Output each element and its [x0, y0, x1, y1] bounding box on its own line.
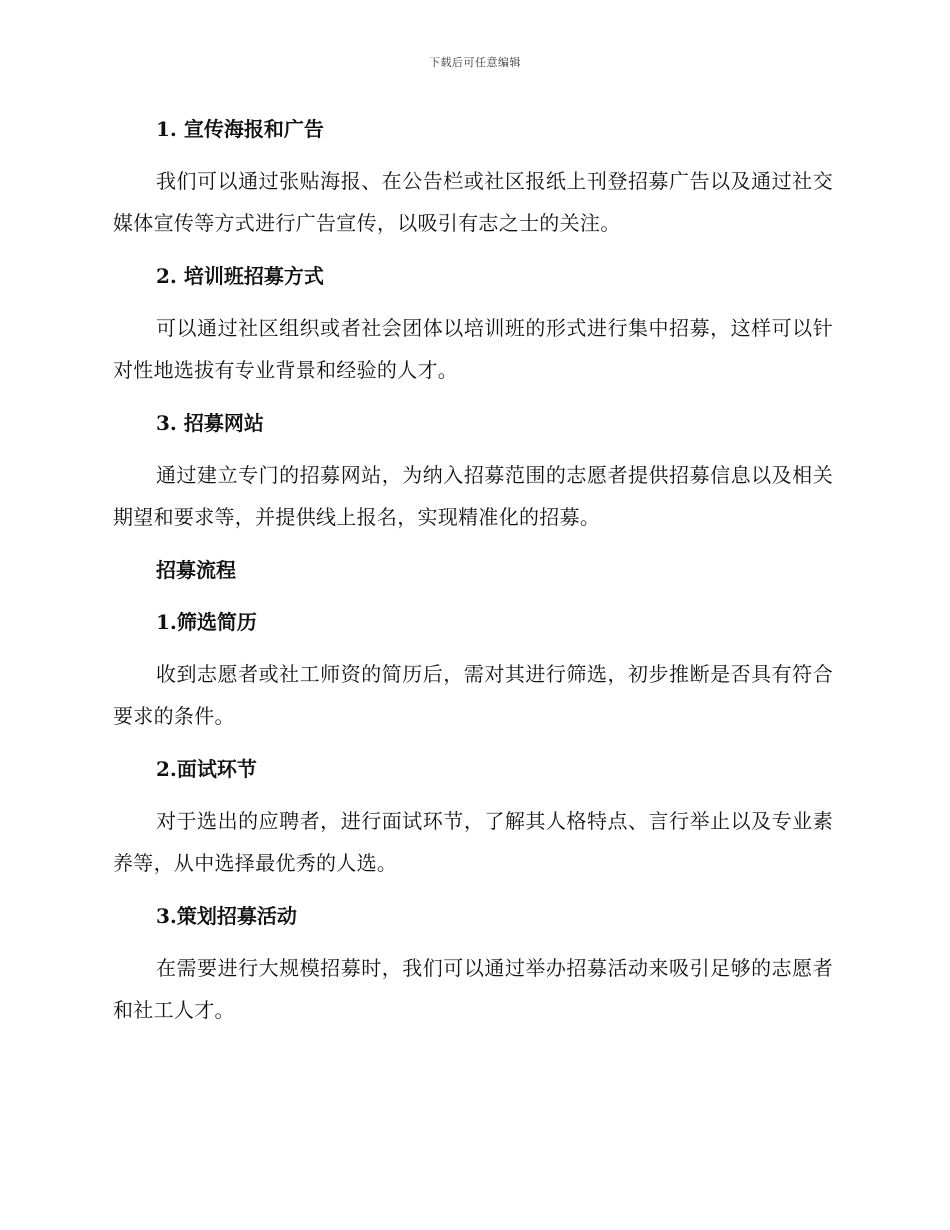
section-paragraph-screen-resumes: 收到志愿者或社工师资的简历后，需对其进行筛选，初步推断是否具有符合要求的条件。 — [113, 662, 833, 728]
document-body — [113, 108, 833, 1031]
section-heading-recruit-process: 招募流程 — [156, 558, 236, 582]
section-paragraph-recruit-website: 通过建立专门的招募网站，为纳入招募范围的志愿者提供招募信息以及相关期望和要求等，并提供线上报名，实现精准化的招募。 — [113, 463, 833, 529]
section-heading-poster-ads: 1. 宣传海报和广告 — [156, 117, 324, 141]
section-paragraph-interview: 对于选出的应聘者，进行面试环节，了解其人格特点、言行举止以及专业素养等，从中选择最优秀的人选。 — [113, 809, 833, 875]
section-heading-interview: 2.面试环节 — [156, 757, 257, 781]
section-heading-plan-events: 3.策划招募活动 — [156, 904, 297, 928]
section-paragraph-plan-events: 在需要进行大规模招募时，我们可以通过举办招募活动来吸引足够的志愿者和社工人才。 — [113, 956, 833, 1022]
section-paragraph-training-class: 可以通过社区组织或者社会团体以培训班的形式进行集中招募，这样可以针对性地选拔有专业背景和经验的人才。 — [113, 316, 833, 382]
page-header-note: 下载后可任意编辑 — [429, 56, 521, 69]
section-heading-training-class: 2. 培训班招募方式 — [156, 264, 324, 288]
section-heading-recruit-website: 3. 招募网站 — [156, 411, 264, 435]
section-heading-screen-resumes: 1.筛选简历 — [156, 610, 257, 634]
section-paragraph-poster-ads: 我们可以通过张贴海报、在公告栏或社区报纸上刊登招募广告以及通过社交媒体宣传等方式进行广告宣传，以吸引有志之士的关注。 — [113, 169, 833, 235]
